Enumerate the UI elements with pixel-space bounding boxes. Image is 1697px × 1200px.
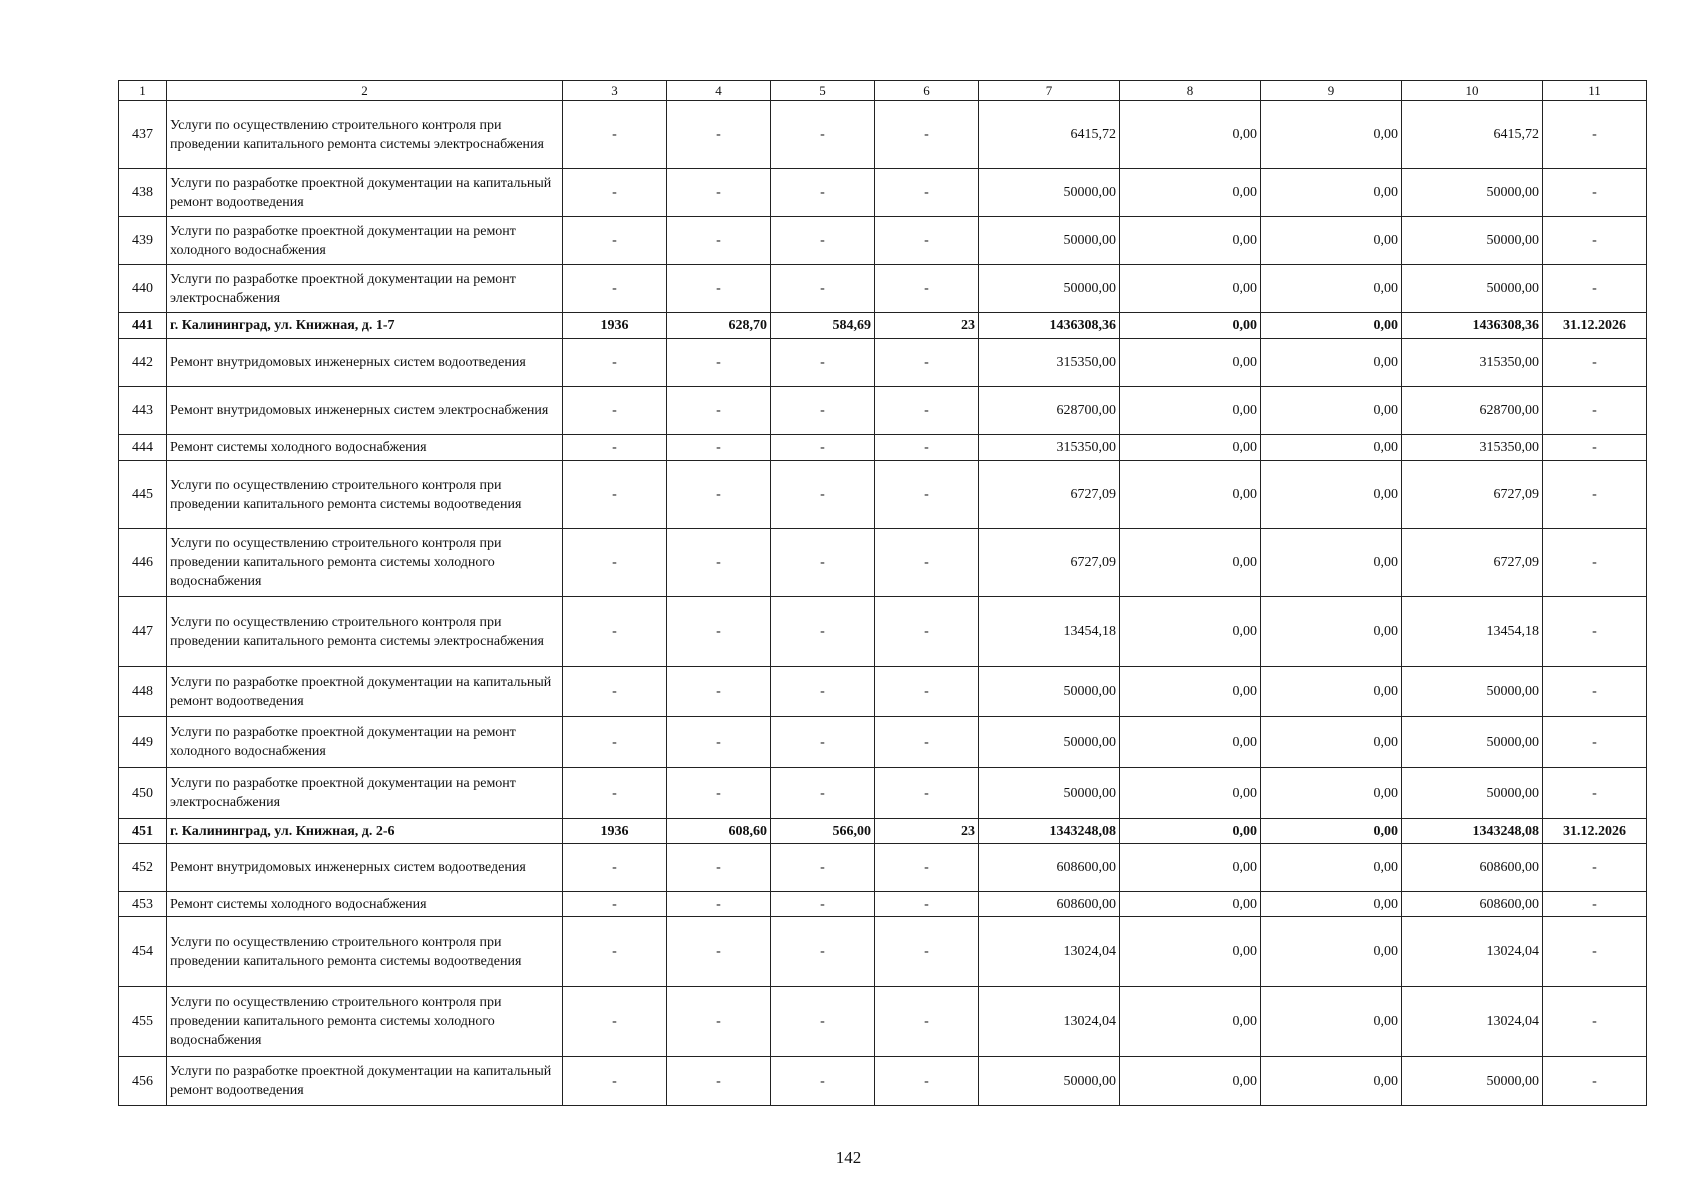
col10-amount-cell: 1436308,36 [1402, 313, 1543, 339]
col9-amount-cell: 0,00 [1261, 265, 1402, 313]
col3-cell: - [563, 169, 667, 217]
row-number-cell: 452 [119, 844, 167, 892]
col3-cell: - [563, 844, 667, 892]
col8-amount-cell: 0,00 [1120, 313, 1261, 339]
col7-amount-cell: 1343248,08 [979, 819, 1120, 844]
col9-amount-cell: 0,00 [1261, 892, 1402, 917]
work-item-row [119, 597, 1647, 667]
col3-cell: - [563, 265, 667, 313]
col8-amount-cell: 0,00 [1120, 917, 1261, 987]
col9-amount-cell: 0,00 [1261, 435, 1402, 461]
column-number: 5 [771, 81, 875, 101]
col4-cell: - [667, 339, 771, 387]
col6-cell: - [875, 217, 979, 265]
row-number-cell: 437 [119, 101, 167, 169]
col5-cell: - [771, 667, 875, 717]
work-description-cell: г. Калининград, ул. Книжная, д. 2-6 [167, 819, 563, 844]
col4-cell: - [667, 101, 771, 169]
col11-cell: - [1543, 717, 1647, 768]
col4-cell: 628,70 [667, 313, 771, 339]
col11-cell: - [1543, 768, 1647, 819]
work-item-row [119, 987, 1647, 1057]
col7-amount-cell: 50000,00 [979, 768, 1120, 819]
col4-cell: - [667, 529, 771, 597]
col3-cell: - [563, 217, 667, 265]
col10-amount-cell: 50000,00 [1402, 1057, 1543, 1106]
work-description-cell: Услуги по осуществлению строительного контроля при проведении капитального ремонта системы холодного водоснабжения [167, 529, 563, 597]
col6-cell: - [875, 101, 979, 169]
col4-cell: 608,60 [667, 819, 771, 844]
col11-cell: - [1543, 917, 1647, 987]
col8-amount-cell: 0,00 [1120, 169, 1261, 217]
col8-amount-cell: 0,00 [1120, 217, 1261, 265]
col9-amount-cell: 0,00 [1261, 987, 1402, 1057]
work-description-cell: Ремонт системы холодного водоснабжения [167, 435, 563, 461]
work-description-cell: Ремонт внутридомовых инженерных систем электроснабжения [167, 387, 563, 435]
col9-amount-cell: 0,00 [1261, 667, 1402, 717]
col11-cell: - [1543, 217, 1647, 265]
work-description-cell: Услуги по разработке проектной документации на ремонт электроснабжения [167, 265, 563, 313]
col6-cell: - [875, 597, 979, 667]
col5-cell: - [771, 387, 875, 435]
col6-cell: - [875, 1057, 979, 1106]
col11-cell: - [1543, 892, 1647, 917]
col10-amount-cell: 13024,04 [1402, 987, 1543, 1057]
col9-amount-cell: 0,00 [1261, 768, 1402, 819]
col9-amount-cell: 0,00 [1261, 1057, 1402, 1106]
col6-cell: - [875, 892, 979, 917]
col5-cell: - [771, 461, 875, 529]
col6-cell: - [875, 987, 979, 1057]
col3-cell: - [563, 339, 667, 387]
row-number-cell: 441 [119, 313, 167, 339]
col9-amount-cell: 0,00 [1261, 461, 1402, 529]
col11-cell: 31.12.2026 [1543, 819, 1647, 844]
col10-amount-cell: 13024,04 [1402, 917, 1543, 987]
col4-cell: - [667, 265, 771, 313]
col10-amount-cell: 50000,00 [1402, 265, 1543, 313]
col4-cell: - [667, 217, 771, 265]
col3-cell: - [563, 387, 667, 435]
col3-cell: - [563, 461, 667, 529]
col7-amount-cell: 50000,00 [979, 217, 1120, 265]
capital-repair-table [118, 80, 1647, 1106]
col4-cell: - [667, 435, 771, 461]
row-number-cell: 443 [119, 387, 167, 435]
col7-amount-cell: 13024,04 [979, 917, 1120, 987]
col9-amount-cell: 0,00 [1261, 597, 1402, 667]
work-item-row [119, 717, 1647, 768]
column-number: 6 [875, 81, 979, 101]
col8-amount-cell: 0,00 [1120, 529, 1261, 597]
col5-cell: - [771, 169, 875, 217]
col11-cell: - [1543, 387, 1647, 435]
work-description-cell: Услуги по разработке проектной документации на ремонт холодного водоснабжения [167, 717, 563, 768]
column-number: 7 [979, 81, 1120, 101]
column-number: 2 [167, 81, 563, 101]
col11-cell: - [1543, 597, 1647, 667]
col11-cell: - [1543, 987, 1647, 1057]
col8-amount-cell: 0,00 [1120, 819, 1261, 844]
col7-amount-cell: 50000,00 [979, 717, 1120, 768]
col9-amount-cell: 0,00 [1261, 917, 1402, 987]
col3-cell: - [563, 529, 667, 597]
work-item-row [119, 101, 1647, 169]
column-number: 11 [1543, 81, 1647, 101]
col8-amount-cell: 0,00 [1120, 717, 1261, 768]
col8-amount-cell: 0,00 [1120, 892, 1261, 917]
col9-amount-cell: 0,00 [1261, 717, 1402, 768]
row-number-cell: 444 [119, 435, 167, 461]
work-item-row [119, 768, 1647, 819]
col8-amount-cell: 0,00 [1120, 435, 1261, 461]
col4-cell: - [667, 717, 771, 768]
work-description-cell: Ремонт системы холодного водоснабжения [167, 892, 563, 917]
col6-cell: 23 [875, 313, 979, 339]
col7-amount-cell: 50000,00 [979, 169, 1120, 217]
col5-cell: - [771, 717, 875, 768]
col4-cell: - [667, 844, 771, 892]
row-number-cell: 450 [119, 768, 167, 819]
col4-cell: - [667, 768, 771, 819]
work-description-cell: Услуги по разработке проектной документации на капитальный ремонт водоотведения [167, 169, 563, 217]
col3-cell: - [563, 768, 667, 819]
col5-cell: - [771, 597, 875, 667]
col5-cell: - [771, 265, 875, 313]
col9-amount-cell: 0,00 [1261, 339, 1402, 387]
col8-amount-cell: 0,00 [1120, 265, 1261, 313]
col11-cell: - [1543, 667, 1647, 717]
row-number-cell: 449 [119, 717, 167, 768]
col3-cell: - [563, 667, 667, 717]
col9-amount-cell: 0,00 [1261, 844, 1402, 892]
col7-amount-cell: 6727,09 [979, 529, 1120, 597]
col6-cell: - [875, 461, 979, 529]
row-number-cell: 438 [119, 169, 167, 217]
address-row [119, 819, 1647, 844]
col10-amount-cell: 628700,00 [1402, 387, 1543, 435]
col5-cell: - [771, 844, 875, 892]
col4-cell: - [667, 597, 771, 667]
col3-cell: - [563, 917, 667, 987]
col7-amount-cell: 315350,00 [979, 339, 1120, 387]
row-number-cell: 455 [119, 987, 167, 1057]
col9-amount-cell: 0,00 [1261, 529, 1402, 597]
col3-cell: - [563, 987, 667, 1057]
col6-cell: - [875, 844, 979, 892]
col10-amount-cell: 1343248,08 [1402, 819, 1543, 844]
row-number-cell: 445 [119, 461, 167, 529]
work-item-row [119, 339, 1647, 387]
col6-cell: - [875, 717, 979, 768]
col5-cell: - [771, 917, 875, 987]
col11-cell: - [1543, 169, 1647, 217]
work-description-cell: г. Калининград, ул. Книжная, д. 1-7 [167, 313, 563, 339]
work-item-row [119, 461, 1647, 529]
col8-amount-cell: 0,00 [1120, 1057, 1261, 1106]
col5-cell: - [771, 101, 875, 169]
col8-amount-cell: 0,00 [1120, 844, 1261, 892]
col10-amount-cell: 50000,00 [1402, 717, 1543, 768]
col11-cell: - [1543, 101, 1647, 169]
column-number: 8 [1120, 81, 1261, 101]
work-description-cell: Услуги по осуществлению строительного контроля при проведении капитального ремонта системы водоотведения [167, 461, 563, 529]
row-number-cell: 453 [119, 892, 167, 917]
col9-amount-cell: 0,00 [1261, 313, 1402, 339]
col5-cell: 584,69 [771, 313, 875, 339]
column-number: 9 [1261, 81, 1402, 101]
col7-amount-cell: 13454,18 [979, 597, 1120, 667]
col5-cell: - [771, 1057, 875, 1106]
col5-cell: - [771, 339, 875, 387]
col11-cell: 31.12.2026 [1543, 313, 1647, 339]
col4-cell: - [667, 987, 771, 1057]
work-item-row [119, 1057, 1647, 1106]
col7-amount-cell: 628700,00 [979, 387, 1120, 435]
column-number: 1 [119, 81, 167, 101]
col6-cell: - [875, 768, 979, 819]
work-description-cell: Ремонт внутридомовых инженерных систем водоотведения [167, 844, 563, 892]
col7-amount-cell: 50000,00 [979, 265, 1120, 313]
col9-amount-cell: 0,00 [1261, 217, 1402, 265]
row-number-cell: 454 [119, 917, 167, 987]
row-number-cell: 448 [119, 667, 167, 717]
col7-amount-cell: 1436308,36 [979, 313, 1120, 339]
col4-cell: - [667, 892, 771, 917]
col6-cell: - [875, 917, 979, 987]
column-number-row [119, 81, 1647, 101]
col10-amount-cell: 608600,00 [1402, 844, 1543, 892]
work-item-row [119, 892, 1647, 917]
col6-cell: - [875, 529, 979, 597]
col10-amount-cell: 50000,00 [1402, 768, 1543, 819]
col4-cell: - [667, 461, 771, 529]
col11-cell: - [1543, 435, 1647, 461]
work-item-row [119, 387, 1647, 435]
col7-amount-cell: 6727,09 [979, 461, 1120, 529]
col3-cell: - [563, 1057, 667, 1106]
col6-cell: - [875, 387, 979, 435]
col10-amount-cell: 50000,00 [1402, 217, 1543, 265]
col7-amount-cell: 608600,00 [979, 892, 1120, 917]
work-description-cell: Услуги по осуществлению строительного контроля при проведении капитального ремонта системы холодного водоснабжения [167, 987, 563, 1057]
col11-cell: - [1543, 339, 1647, 387]
row-number-cell: 451 [119, 819, 167, 844]
col6-cell: 23 [875, 819, 979, 844]
col6-cell: - [875, 667, 979, 717]
col3-cell: - [563, 892, 667, 917]
col7-amount-cell: 608600,00 [979, 844, 1120, 892]
col5-cell: - [771, 529, 875, 597]
work-item-row [119, 917, 1647, 987]
col8-amount-cell: 0,00 [1120, 461, 1261, 529]
col10-amount-cell: 6727,09 [1402, 529, 1543, 597]
work-item-row [119, 217, 1647, 265]
col8-amount-cell: 0,00 [1120, 387, 1261, 435]
col6-cell: - [875, 169, 979, 217]
col5-cell: - [771, 435, 875, 461]
col11-cell: - [1543, 265, 1647, 313]
work-description-cell: Услуги по осуществлению строительного контроля при проведении капитального ремонта системы водоотведения [167, 917, 563, 987]
col5-cell: - [771, 987, 875, 1057]
work-item-row [119, 667, 1647, 717]
col4-cell: - [667, 667, 771, 717]
col10-amount-cell: 50000,00 [1402, 169, 1543, 217]
col8-amount-cell: 0,00 [1120, 667, 1261, 717]
col5-cell: - [771, 768, 875, 819]
page-number: 142 [835, 1148, 862, 1167]
col10-amount-cell: 50000,00 [1402, 667, 1543, 717]
col4-cell: - [667, 917, 771, 987]
work-item-row [119, 169, 1647, 217]
work-description-cell: Услуги по разработке проектной документации на капитальный ремонт водоотведения [167, 667, 563, 717]
col10-amount-cell: 6415,72 [1402, 101, 1543, 169]
col10-amount-cell: 315350,00 [1402, 339, 1543, 387]
col7-amount-cell: 50000,00 [979, 667, 1120, 717]
col4-cell: - [667, 387, 771, 435]
col7-amount-cell: 13024,04 [979, 987, 1120, 1057]
row-number-cell: 440 [119, 265, 167, 313]
column-number: 10 [1402, 81, 1543, 101]
col8-amount-cell: 0,00 [1120, 101, 1261, 169]
col9-amount-cell: 0,00 [1261, 819, 1402, 844]
col3-cell: - [563, 717, 667, 768]
address-row [119, 313, 1647, 339]
col5-cell: - [771, 892, 875, 917]
row-number-cell: 447 [119, 597, 167, 667]
col5-cell: - [771, 217, 875, 265]
col6-cell: - [875, 435, 979, 461]
row-number-cell: 442 [119, 339, 167, 387]
col9-amount-cell: 0,00 [1261, 387, 1402, 435]
column-number: 3 [563, 81, 667, 101]
col10-amount-cell: 608600,00 [1402, 892, 1543, 917]
work-description-cell: Услуги по разработке проектной документации на ремонт холодного водоснабжения [167, 217, 563, 265]
col10-amount-cell: 6727,09 [1402, 461, 1543, 529]
work-item-row [119, 265, 1647, 313]
col9-amount-cell: 0,00 [1261, 101, 1402, 169]
col3-cell: - [563, 597, 667, 667]
work-description-cell: Услуги по осуществлению строительного контроля при проведении капитального ремонта системы электроснабжения [167, 597, 563, 667]
work-item-row [119, 435, 1647, 461]
row-number-cell: 456 [119, 1057, 167, 1106]
col8-amount-cell: 0,00 [1120, 597, 1261, 667]
col11-cell: - [1543, 1057, 1647, 1106]
work-description-cell: Услуги по разработке проектной документации на капитальный ремонт водоотведения [167, 1057, 563, 1106]
col10-amount-cell: 13454,18 [1402, 597, 1543, 667]
work-item-row [119, 529, 1647, 597]
work-description-cell: Услуги по разработке проектной документации на ремонт электроснабжения [167, 768, 563, 819]
col5-cell: 566,00 [771, 819, 875, 844]
col3-cell: 1936 [563, 313, 667, 339]
col7-amount-cell: 50000,00 [979, 1057, 1120, 1106]
column-number: 4 [667, 81, 771, 101]
work-description-cell: Услуги по осуществлению строительного контроля при проведении капитального ремонта системы электроснабжения [167, 101, 563, 169]
col8-amount-cell: 0,00 [1120, 339, 1261, 387]
col3-cell: - [563, 101, 667, 169]
row-number-cell: 446 [119, 529, 167, 597]
col3-cell: 1936 [563, 819, 667, 844]
row-number-cell: 439 [119, 217, 167, 265]
col7-amount-cell: 315350,00 [979, 435, 1120, 461]
work-description-cell: Ремонт внутридомовых инженерных систем водоотведения [167, 339, 563, 387]
col9-amount-cell: 0,00 [1261, 169, 1402, 217]
col3-cell: - [563, 435, 667, 461]
col11-cell: - [1543, 844, 1647, 892]
col7-amount-cell: 6415,72 [979, 101, 1120, 169]
col11-cell: - [1543, 529, 1647, 597]
col6-cell: - [875, 265, 979, 313]
col11-cell: - [1543, 461, 1647, 529]
col8-amount-cell: 0,00 [1120, 768, 1261, 819]
col10-amount-cell: 315350,00 [1402, 435, 1543, 461]
col6-cell: - [875, 339, 979, 387]
col4-cell: - [667, 1057, 771, 1106]
col4-cell: - [667, 169, 771, 217]
col8-amount-cell: 0,00 [1120, 987, 1261, 1057]
work-item-row [119, 844, 1647, 892]
